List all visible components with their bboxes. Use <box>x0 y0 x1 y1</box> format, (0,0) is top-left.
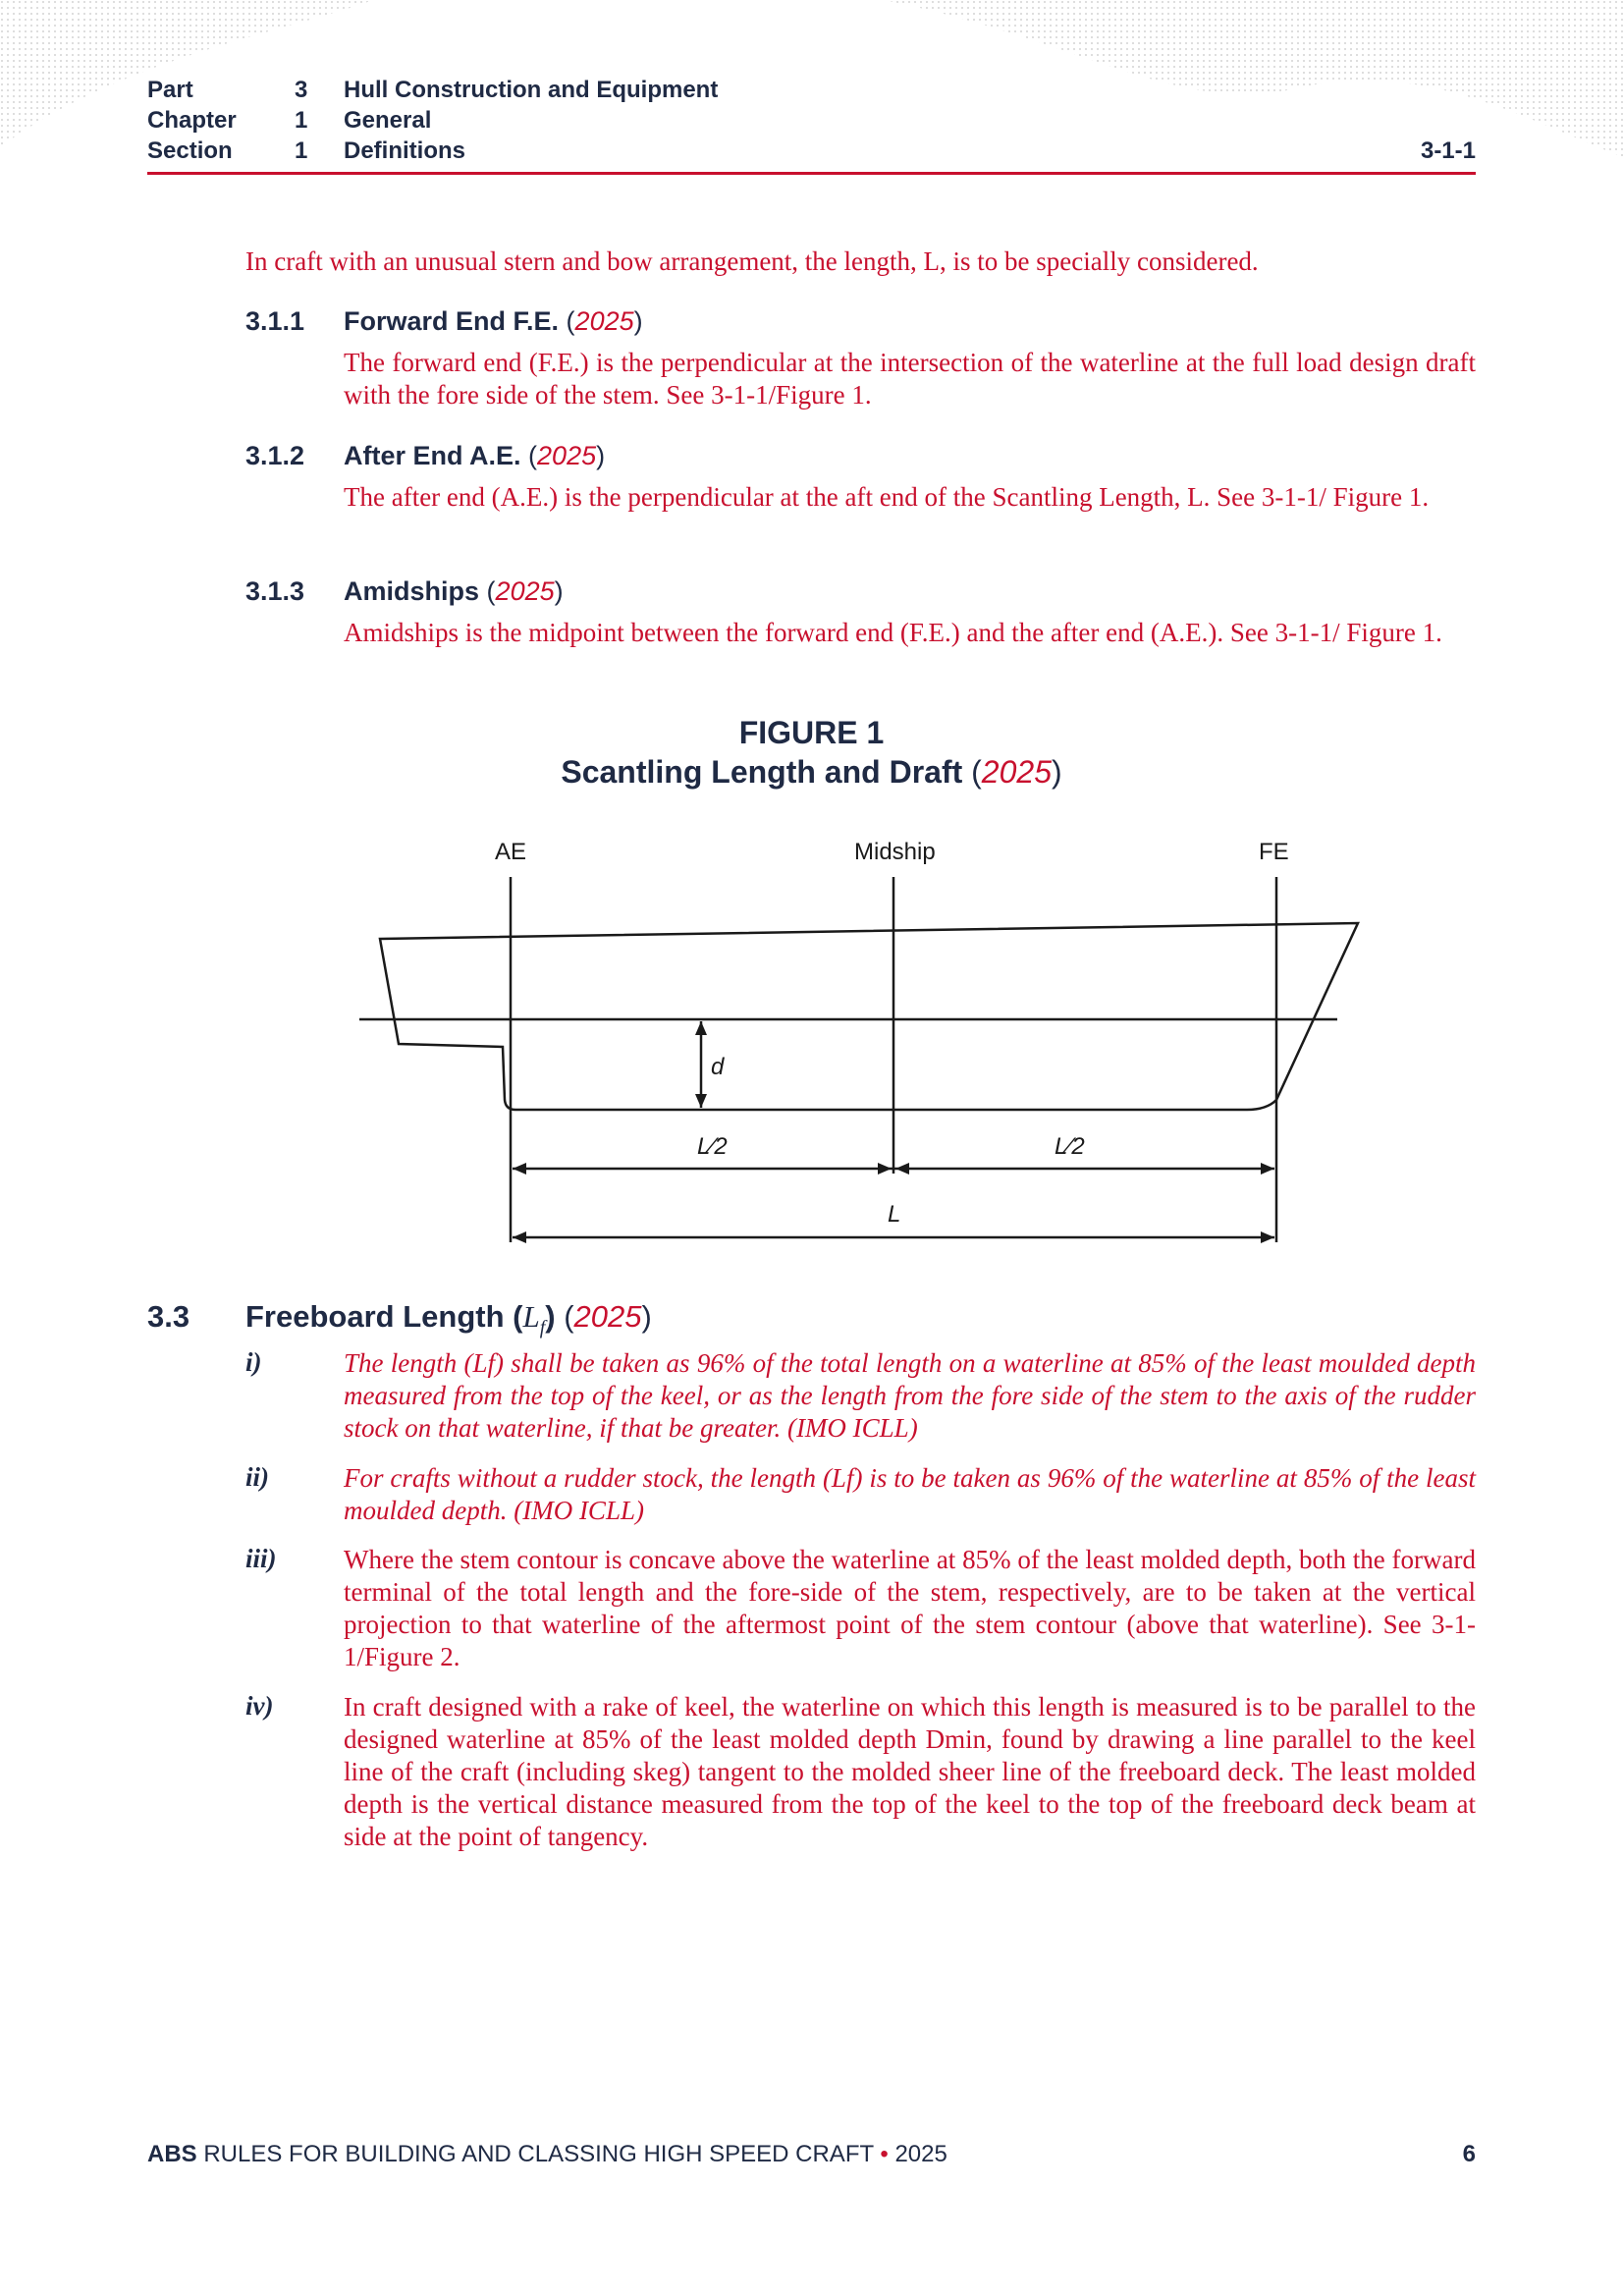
heading-number: 3.1.2 <box>245 441 305 470</box>
scantling-length-diagram <box>344 825 1375 1257</box>
fe-label: FE <box>1259 839 1289 865</box>
part-number: 3 <box>295 77 308 103</box>
heading-number: 3.1.3 <box>245 576 305 606</box>
page-number: 6 <box>1462 2141 1476 2167</box>
abs-brand: ABS <box>147 2141 197 2167</box>
section-number: 1 <box>295 137 308 164</box>
chapter-number: 1 <box>295 107 308 134</box>
list-marker: iii) <box>245 1544 277 1573</box>
arrowhead <box>513 1231 526 1243</box>
part-title: Hull Construction and Equipment <box>344 77 719 103</box>
figure-title-text: Scantling Length and Draft <box>561 754 963 790</box>
paragraph-3-1-1: The forward end (F.E.) is the perpendicular at the intersection of the waterline at the full load design draft with the fore side of the stem. See 3-1-1/Figure 1. <box>344 348 1476 410</box>
hull-outline <box>380 923 1358 1110</box>
section-code: 3-1-1 <box>1420 137 1476 164</box>
chapter-label: Chapter <box>147 107 237 134</box>
arrowhead <box>1261 1231 1274 1243</box>
arrowhead <box>695 1021 707 1035</box>
arrowhead <box>895 1163 909 1175</box>
length-subscript: f <box>539 1317 546 1339</box>
arrowhead <box>695 1094 707 1108</box>
heading-title: Amidships <box>344 576 480 606</box>
heading-close: ) <box>545 1299 556 1334</box>
figure-title: Scantling Length and Draft (2025) <box>561 754 1062 790</box>
footer-year: 2025 <box>894 2141 947 2167</box>
heading-title: Freeboard Length ( <box>245 1299 523 1334</box>
list-marker: ii) <box>245 1462 269 1492</box>
list-item-text: Where the stem contour is concave above the waterline at 85% of the least molded depth, both the forward terminal of the total length and the fore-side of the stem, respectively, are to be taken at the vertical projection to that waterline of the aftermost point of the stem contour (above that waterline). See 3-1-1/Figure 2. <box>344 1545 1476 1671</box>
midship-label: Midship <box>854 839 936 865</box>
list-marker: i) <box>245 1347 262 1377</box>
heading-title: Forward End F.E. <box>344 306 560 336</box>
footer-title: RULES FOR BUILDING AND CLASSING HIGH SPEED CRAFT <box>203 2141 874 2167</box>
paragraph-3-1-2: The after end (A.E.) is the perpendicular at the aft end of the Scantling Length, L. See 3-1-1/ Figure 1. <box>344 482 1430 512</box>
arrowhead <box>1261 1163 1274 1175</box>
length-label: L <box>888 1201 901 1228</box>
list-item-text: In craft designed with a rake of keel, the waterline on which this length is measured is to be parallel to the designed waterline at 85% of the least molded depth Dmin, found by drawing a line parallel to the keel line of the craft (including skeg) tangent to the molded sheer line of the freeboard deck. The least molded depth is the vertical distance measured from the top of the keel to the top of the freeboard deck beam at side at the point of tangency. <box>344 1692 1476 1851</box>
list-item-text: The length (Lf) shall be taken as 96% of the total length on a waterline at 85% of the least moulded depth measured from the top of the keel, or as the length from the fore side of the stem to the axis of the rudder stock on that waterline, if that be greater. (IMO ICLL) <box>344 1348 1476 1443</box>
heading-number: 3.3 <box>147 1299 190 1334</box>
revision-year: 2025 <box>537 441 597 470</box>
revision-year: 2025 <box>574 306 634 336</box>
half-length-label-aft: L⁄2 <box>697 1133 728 1160</box>
header-rule <box>147 172 1476 175</box>
half-length-label-fwd: L⁄2 <box>1055 1133 1085 1160</box>
list-item-text: For crafts without a rudder stock, the length (Lf) is to be taken as 96% of the waterline at 85% of the least moulded depth. (IMO ICLL) <box>344 1463 1476 1525</box>
draft-label: d <box>711 1054 725 1080</box>
part-label: Part <box>147 77 193 103</box>
length-symbol: L <box>522 1299 540 1334</box>
chapter-title: General <box>344 107 432 134</box>
intro-paragraph: In craft with an unusual stern and bow arrangement, the length, L, is to be specially considered. <box>245 246 1259 276</box>
section-title: Definitions <box>344 137 465 164</box>
arrowhead <box>513 1163 526 1175</box>
revision-year: 2025 <box>495 576 555 606</box>
section-label: Section <box>147 137 233 164</box>
list-marker: iv) <box>245 1691 274 1721</box>
paragraph-3-1-3: Amidships is the midpoint between the forward end (F.E.) and the after end (A.E.). See 3-1-1/ Figure 1. <box>344 618 1442 647</box>
figure-label: FIGURE 1 <box>738 715 885 750</box>
heading-number: 3.1.1 <box>245 306 305 336</box>
running-header <box>147 75 1476 166</box>
heading-title: After End A.E. <box>344 441 521 470</box>
arrowhead <box>878 1163 892 1175</box>
revision-year: 2025 <box>573 1299 642 1334</box>
figure-year: 2025 <box>981 754 1052 790</box>
ae-label: AE <box>495 839 527 865</box>
page-footer <box>147 2141 1476 2168</box>
footer-bullet: • <box>880 2141 889 2167</box>
